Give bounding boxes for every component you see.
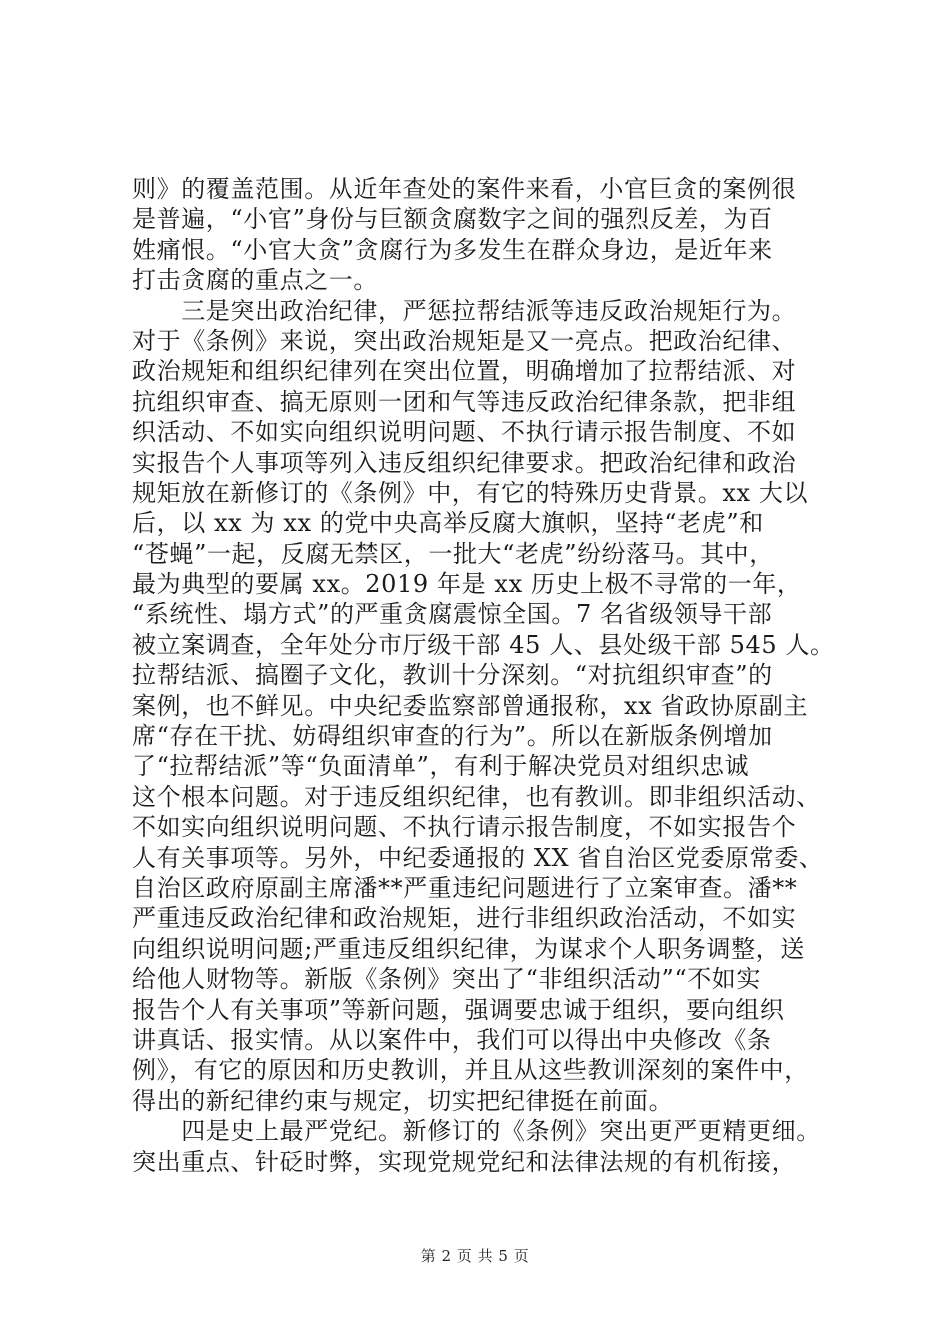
text-line: 席“存在干扰、妨碍组织审查的行为”。所以在新版条例增加	[132, 722, 773, 751]
text-line: 后，以 xx 为 xx 的党中央高举反腐大旗帜，坚持“老虎”和	[132, 509, 764, 538]
text-line: 政治规矩和组织纪律列在突出位置，明确增加了拉帮结派、对	[132, 357, 797, 386]
text-line: 抗组织审查、搞无原则一团和气等违反政治纪律条款，把非组	[132, 387, 797, 416]
text-line: 织活动、不如实向组织说明问题、不执行请示报告制度、不如	[132, 418, 797, 447]
text-line: 拉帮结派、搞圈子文化，教训十分深刻。“对抗组织审查”的	[132, 661, 773, 690]
text-line: 三是突出政治纪律，严惩拉帮结派等违反政治规矩行为。	[132, 296, 797, 325]
text-line: 实报告个人事项等列入违反组织纪律要求。把政治纪律和政治	[132, 448, 797, 477]
text-line: 向组织说明问题;严重违反组织纪律，为谋求个人职务调整，送	[132, 934, 805, 963]
text-line: 四是史上最严党纪。新修订的《条例》突出更严更精更细。	[132, 1117, 821, 1146]
text-line: 报告个人有关事项”等新问题，强调要忠诚于组织，要向组织	[132, 995, 785, 1024]
text-line: 案例，也不鲜见。中央纪委监察部曾通报称，xx 省政协原副主	[132, 691, 809, 720]
text-line: 最为典型的要属 xx。2019 年是 xx 历史上极不寻常的一年，	[132, 570, 802, 599]
document-body	[132, 174, 835, 1177]
text-line: 突出重点、针砭时弊，实现党规党纪和法律法规的有机衔接，	[132, 1147, 797, 1176]
text-line: 例》，有它的原因和历史教训，并且从这些教训深刻的案件中，	[132, 1056, 809, 1085]
text-line: 讲真话、报实情。从以案件中，我们可以得出中央修改《条	[132, 1025, 772, 1054]
text-line: 严重违反政治纪律和政治规矩，进行非组织政治活动，不如实	[132, 904, 797, 933]
text-line: 对于《条例》来说，突出政治规矩是又一亮点。把政治纪律、	[132, 326, 797, 355]
text-line: 人有关事项等。另外，中纪委通报的 XX 省自治区党委原常委、	[132, 843, 824, 872]
text-line: 自治区政府原副主席潘**严重违纪问题进行了立案审查。潘**	[132, 873, 798, 902]
text-line: 打击贪腐的重点之一。	[132, 266, 378, 295]
text-line: 是普遍，“小官”身份与巨额贪腐数字之间的强烈反差，为百	[132, 205, 773, 234]
text-line: 不如实向组织说明问题、不执行请示报告制度，不如实报告个	[132, 813, 797, 842]
text-line: “系统性、塌方式”的严重贪腐震惊全国。7 名省级领导干部	[132, 600, 773, 629]
text-line: 这个根本问题。对于违反组织纪律，也有教训。即非组织活动、	[132, 782, 821, 811]
text-line: 规矩放在新修订的《条例》中，有它的特殊历史背景。xx 大以	[132, 478, 809, 507]
text-line: 姓痛恨。“小官大贪”贪腐行为多发生在群众身边，是近年来	[132, 235, 773, 264]
text-line: 给他人财物等。新版《条例》突出了“非组织活动”“不如实	[132, 965, 762, 994]
text-line: 被立案调查，全年处分市厅级干部 45 人、县处级干部 545 人。	[132, 630, 835, 659]
page-footer: 第 2 页 共 5 页	[420, 1247, 530, 1265]
text-line: 则》的覆盖范围。从近年查处的案件来看，小官巨贪的案例很	[132, 175, 797, 203]
text-line: 了“拉帮结派”等“负面清单”，有利于解决党员对组织忠诚	[132, 752, 750, 781]
text-line: “苍蝇”一起，反腐无禁区，一批大“老虎”纷纷落马。其中，	[132, 539, 774, 568]
text-line: 得出的新纪律约束与规定，切实把纪律挺在前面。	[132, 1086, 674, 1115]
